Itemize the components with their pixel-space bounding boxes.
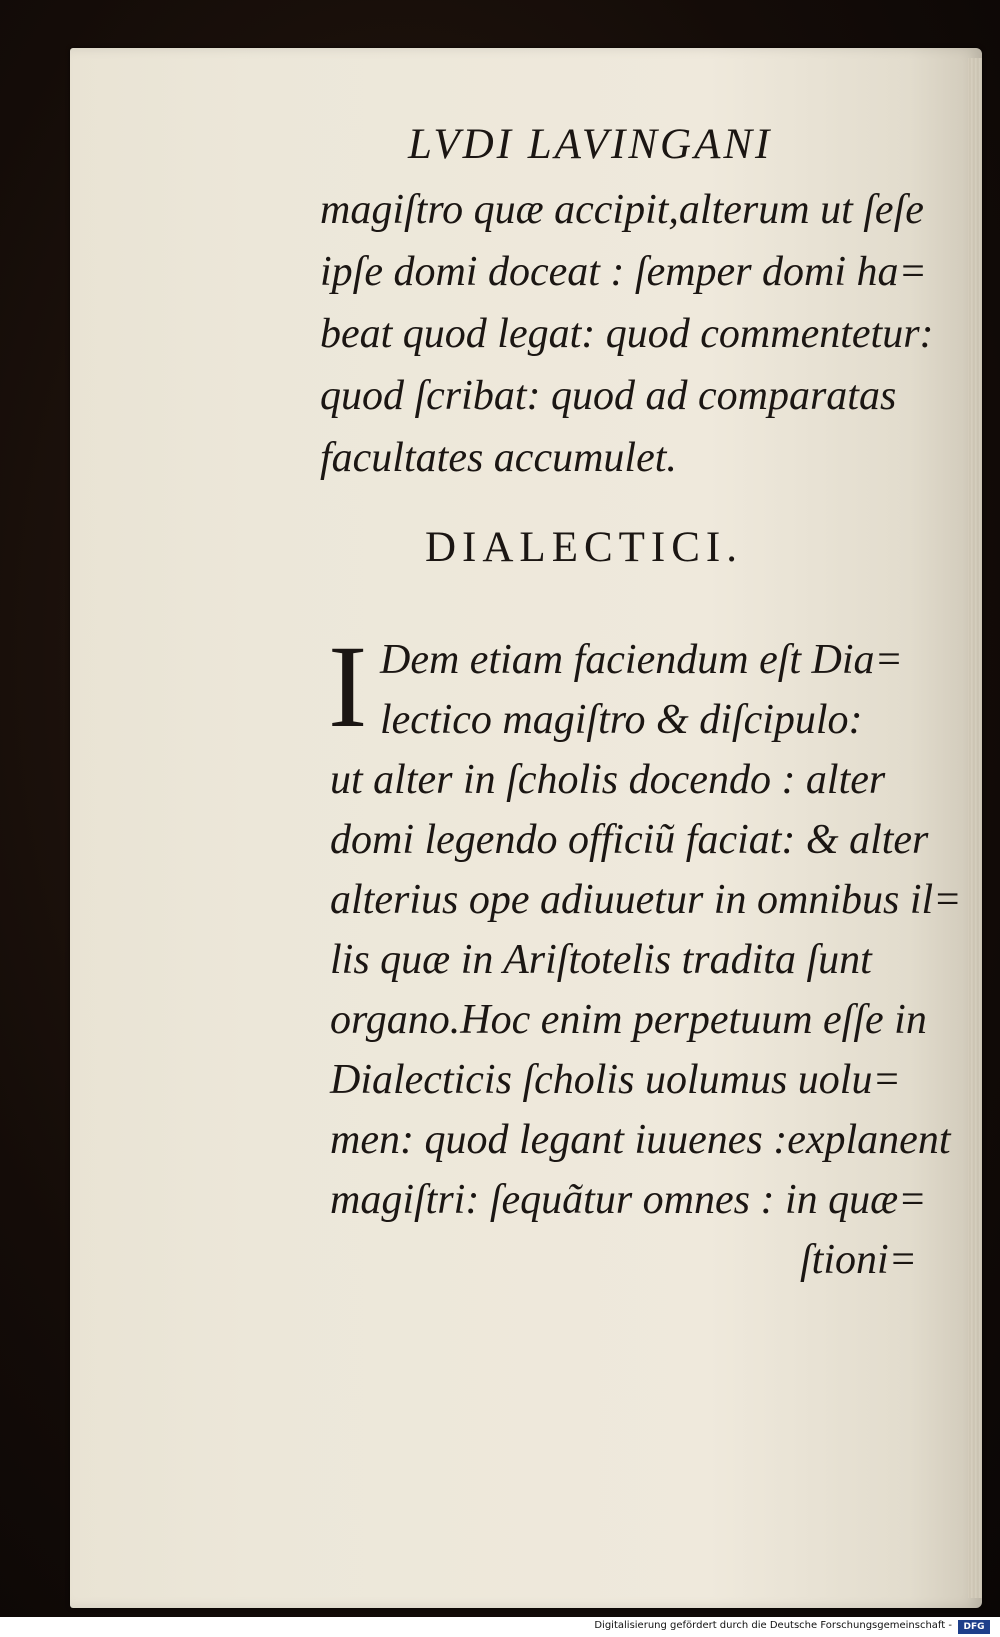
text-line: Dialecticis ſcholis uolumus uolu=	[330, 1057, 901, 1103]
text-block	[70, 48, 982, 1608]
text-line: beat quod legat: quod commentetur:	[320, 311, 934, 357]
book-page	[70, 48, 982, 1608]
dfg-logo-icon: DFG	[958, 1620, 990, 1634]
section-title: DIALECTICI.	[425, 524, 743, 571]
text-line: quod ſcribat: quod ad comparatas	[320, 373, 897, 419]
text-line: men: quod legant iuuenes :explanent	[330, 1117, 951, 1163]
text-line: ut alter in ſcholis docendo : alter	[330, 757, 886, 803]
text-line: ipſe domi doceat : ſemper domi ha=	[320, 249, 927, 295]
text-line: organo.Hoc enim perpetuum eſſe in	[330, 997, 927, 1043]
text-line: Dem etiam faciendum eſt Dia=	[380, 637, 903, 683]
text-line: magiſtri: ſequãtur omnes : in quæ=	[330, 1177, 927, 1223]
drop-cap: I	[328, 621, 368, 752]
catchword: ſtioni=	[800, 1237, 918, 1283]
footer-credit: Digitalisierung gefördert durch die Deutsche Forschungsgemeinschaft -	[594, 1620, 952, 1631]
text-line: lis quæ in Ariſtotelis tradita ſunt	[330, 937, 872, 983]
text-line: facultates accumulet.	[320, 435, 677, 481]
text-line: domi legendo officiũ faciat: & alter	[330, 817, 929, 863]
text-line: lectico magiſtro & diſcipulo:	[380, 697, 863, 743]
text-line: magiſtro quæ accipit,alterum ut ſeſe	[320, 187, 924, 233]
text-line: alterius ope adiuuetur in omnibus il=	[330, 877, 962, 923]
running-head: LVDI LAVINGANI	[408, 121, 773, 168]
